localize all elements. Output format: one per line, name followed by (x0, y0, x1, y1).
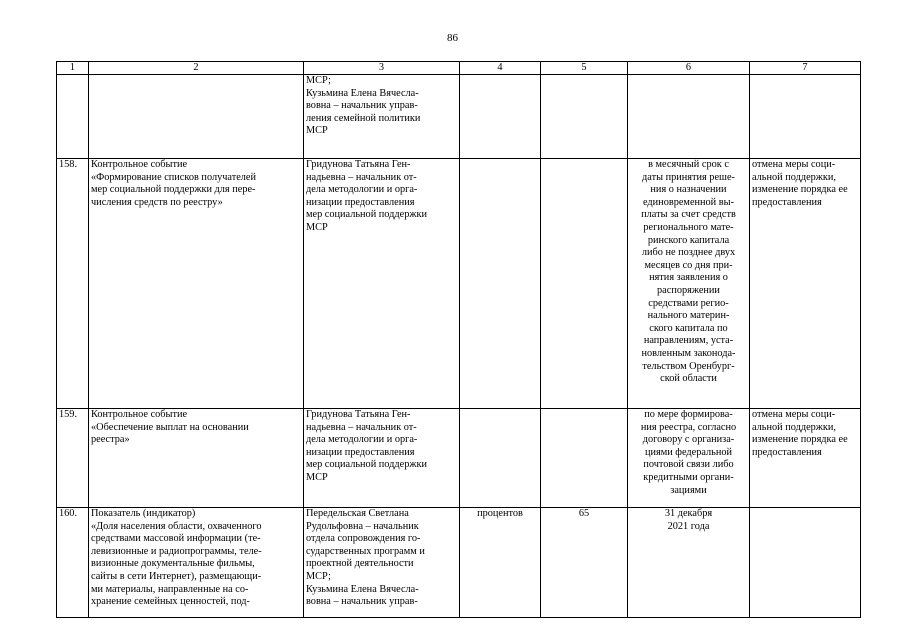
text-line: хранение семейных ценностей, под- (91, 596, 250, 608)
text-line: «Доля населения области, охваченного (91, 520, 262, 532)
text-line: Кузьмина Елена Вячесла- (306, 87, 419, 99)
text-line: МСР (306, 221, 328, 233)
responsible-person-cell (304, 159, 460, 409)
column-number-7: 7 (750, 62, 861, 75)
text-line: числения средств по реестру» (91, 196, 223, 208)
row-number: 159. (57, 409, 89, 508)
text-line: по мере формирова- (644, 409, 733, 420)
row-number: 160. (57, 508, 89, 618)
text-line: договору с организа- (642, 434, 735, 446)
text-line: средствами регио- (648, 297, 729, 309)
text-line: мер социальной поддержки для пере- (91, 184, 256, 196)
text-line: процентов (477, 508, 523, 519)
text-line: МСР (306, 471, 328, 483)
text-line: визионные документальные фильмы, (91, 558, 255, 570)
text-line: либо не позднее двух (641, 247, 736, 259)
text-line: циями федеральной (644, 446, 733, 458)
text-line: альной поддержки, (752, 171, 836, 183)
text-line: отмена меры соци- (752, 159, 836, 170)
text-line: левизионные и радиопрограммы, теле- (91, 545, 262, 557)
text-line: направлениям, уста- (643, 335, 734, 347)
text-line: Гридунова Татьяна Ген- (306, 159, 411, 170)
text-line: МСР; (306, 75, 331, 86)
value-cell (541, 75, 628, 159)
event-description-cell (89, 508, 304, 618)
text-line: дела методологии и орга- (306, 184, 418, 196)
text-line: Гридунова Татьяна Ген- (306, 409, 411, 420)
text-line: МСР (306, 125, 328, 137)
text-line: почтовой связи либо (643, 459, 734, 471)
text-line: отмена меры соци- (752, 409, 836, 420)
text-line: «Формирование списков получателей (91, 171, 257, 183)
text-line: низации предоставления (306, 196, 415, 208)
text-line: распоряжении (657, 284, 720, 296)
event-description-cell (89, 159, 304, 409)
text-line: изменение порядка ее (752, 434, 848, 446)
text-line: нального материн- (647, 310, 730, 322)
text-line: ринского капитала (647, 234, 730, 246)
text-line: вовна – начальник управ- (306, 100, 418, 112)
text-line: новленным законода- (641, 347, 736, 359)
text-line: вовна – начальник управ- (306, 596, 418, 608)
unit-cell (460, 508, 541, 618)
text-line: «Обеспечение выплат на основании (91, 421, 249, 433)
text-line: сайты в сети Интернет), размещающи- (91, 570, 262, 582)
text-line: Контрольное событие (91, 409, 188, 420)
text-line: МСР; (306, 570, 331, 582)
deadline-cell (628, 75, 750, 159)
deadline-cell (628, 409, 750, 508)
text-line: 65 (578, 508, 590, 519)
text-line: месяцев со дня при- (644, 259, 733, 271)
row-number (57, 75, 89, 159)
column-number-5: 5 (541, 62, 628, 75)
text-line: тельством Оренбург- (642, 360, 735, 372)
text-line: ми материалы, направленные на со- (91, 583, 249, 595)
table-row (57, 75, 861, 159)
text-line: зациями (670, 484, 707, 496)
consequence-cell (750, 409, 861, 508)
event-description-cell (89, 75, 304, 159)
table-row (57, 159, 861, 409)
deadline-cell (628, 159, 750, 409)
consequence-cell (750, 159, 861, 409)
column-number-header-row (57, 62, 861, 75)
text-line: кредитными органи- (643, 471, 734, 483)
text-line: проектной деятельности (306, 558, 414, 570)
column-number-2: 2 (89, 62, 304, 75)
text-line: изменение порядка ее (752, 184, 848, 196)
unit-cell (460, 159, 541, 409)
text-line: ской области (660, 373, 717, 385)
text-line: отдела сопровождения го- (306, 533, 421, 545)
text-line: 2021 года (667, 520, 710, 532)
responsible-person-cell (304, 75, 460, 159)
text-line: Кузьмина Елена Вячесла- (306, 583, 419, 595)
consequence-cell (750, 75, 861, 159)
text-line: ния о назначении (650, 184, 727, 196)
page-number: 86 (447, 32, 458, 44)
value-cell (541, 409, 628, 508)
unit-cell (460, 75, 541, 159)
text-line: в месячный срок с (648, 159, 729, 170)
column-number-6: 6 (628, 62, 750, 75)
text-line: даты принятия реше- (642, 171, 735, 183)
column-number-4: 4 (460, 62, 541, 75)
text-line: средствами массовой информации (те- (91, 533, 261, 545)
text-line: мер социальной поддержки (306, 209, 427, 221)
text-line: Показатель (индикатор) (91, 508, 196, 519)
column-number-1: 1 (57, 62, 89, 75)
responsible-person-cell (304, 508, 460, 618)
text-line: низации предоставления (306, 446, 415, 458)
text-line: ского капитала по (649, 322, 728, 334)
consequence-cell (750, 508, 861, 618)
table-row (57, 409, 861, 508)
text-line: реестра» (91, 434, 130, 446)
text-line: Передельская Светлана (306, 508, 409, 519)
table-row (57, 508, 861, 618)
text-line: ния реестра, согласно (640, 421, 737, 433)
unit-cell (460, 409, 541, 508)
text-line: альной поддержки, (752, 421, 836, 433)
text-line: регионального мате- (643, 221, 734, 233)
text-line: Рудольфовна – начальник (306, 520, 419, 532)
text-line: дела методологии и орга- (306, 434, 418, 446)
text-line: ления семейной политики (306, 112, 421, 124)
deadline-cell (628, 508, 750, 618)
text-line: предоставления (752, 196, 822, 208)
responsible-person-cell (304, 409, 460, 508)
column-number-3: 3 (304, 62, 460, 75)
text-line: нятия заявления о (649, 272, 728, 284)
value-cell (541, 159, 628, 409)
text-line: единовременной вы- (643, 196, 734, 208)
event-description-cell (89, 409, 304, 508)
text-line: предоставления (752, 446, 822, 458)
document-table (56, 61, 861, 618)
text-line: мер социальной поддержки (306, 459, 427, 471)
text-line: надьевна – начальник от- (306, 171, 417, 183)
row-number: 158. (57, 159, 89, 409)
text-line: сударственных программ и (306, 545, 425, 557)
text-line: платы за счет средств (641, 209, 736, 221)
text-line: 31 декабря (664, 508, 713, 519)
text-line: надьевна – начальник от- (306, 421, 417, 433)
value-cell (541, 508, 628, 618)
text-line: Контрольное событие (91, 159, 188, 170)
